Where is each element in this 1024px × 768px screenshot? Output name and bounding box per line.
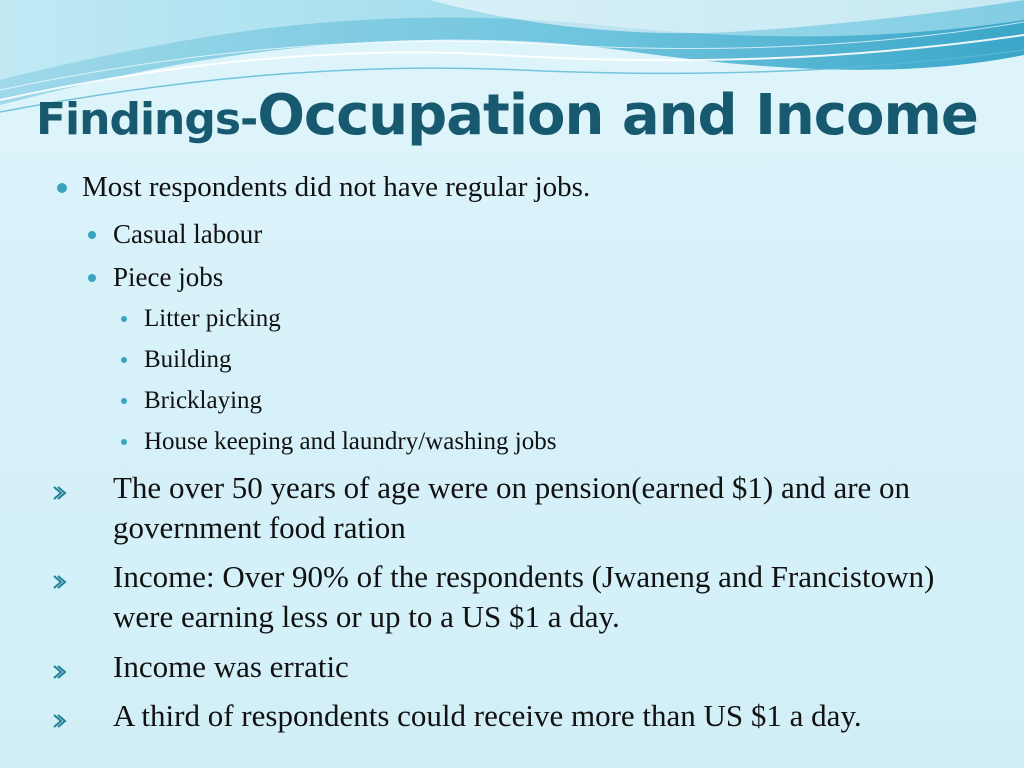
- arrow-bullet-icon: [52, 575, 68, 589]
- arrow-item-erratic: Income was erratic: [113, 649, 349, 684]
- bullet-dot: [121, 398, 127, 404]
- bullet-housekeeping: House keeping and laundry/washing jobs: [144, 428, 557, 455]
- slide-title: [36, 83, 978, 148]
- bullet-dot: [121, 357, 127, 363]
- arrow-bullet-icon: [52, 665, 68, 679]
- arrow-item-third: A third of respondents could receive more than US $1 a day.: [113, 698, 862, 733]
- bullet-dot: [88, 231, 96, 239]
- title-main: Occupation and Income: [257, 83, 978, 148]
- bullet-dot: [57, 183, 67, 193]
- bullet-bricklaying: Bricklaying: [144, 387, 263, 414]
- bullet-piece-jobs: Piece jobs: [113, 262, 224, 292]
- bullet-dot: [88, 274, 96, 282]
- bullet-casual-labour: Casual labour: [113, 219, 263, 249]
- bullet-building: Building: [144, 346, 232, 373]
- bullet-main: Most respondents did not have regular jobs.: [82, 171, 591, 203]
- arrow-item-income: Income: Over 90% of the respondents (Jwaneng and Francistown) were earning less or up to a US $1 a day.: [113, 559, 935, 634]
- bullet-dot: [121, 316, 127, 322]
- bullet-dot: [121, 439, 127, 445]
- arrow-bullet-icon: [52, 486, 68, 500]
- title-prefix: Findings-: [36, 94, 258, 145]
- arrow-bullet-icon: [52, 714, 68, 728]
- bullet-litter-picking: Litter picking: [144, 305, 281, 332]
- arrow-item-pension: The over 50 years of age were on pension(earned $1) and are on government food ration: [113, 470, 911, 545]
